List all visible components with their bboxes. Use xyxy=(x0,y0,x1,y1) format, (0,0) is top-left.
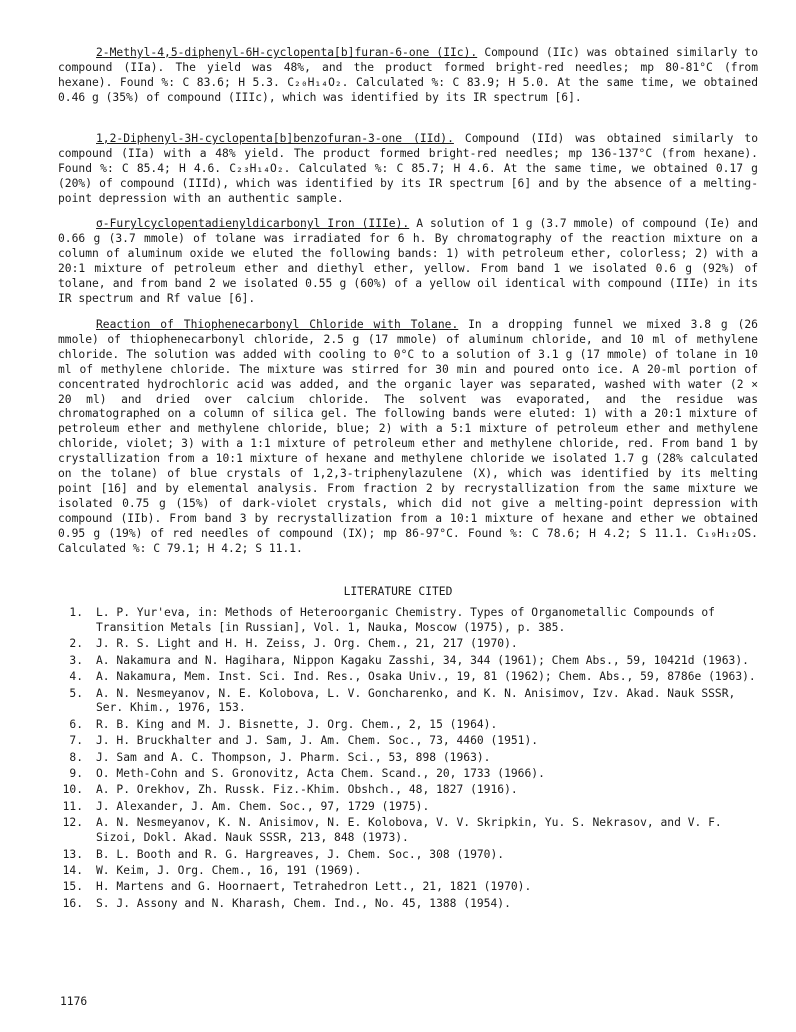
reference-item xyxy=(58,897,758,912)
reference-text: L. P. Yur'eva, in: Methods of Heteroorganic Chemistry. Types of Organometallic Compounds of Transition Metals [in Russian], Vol. 1, Nauka, Moscow (1975), p. 385. xyxy=(96,606,715,634)
reference-text: J. Sam and A. C. Thompson, J. Pharm. Sci., 53, 898 (1963). xyxy=(96,750,491,764)
paragraph-compound-iiie xyxy=(58,217,758,306)
reference-item xyxy=(58,718,758,733)
reference-item xyxy=(58,687,758,717)
paragraph-heading: σ-Furylcyclopentadienyldicarbonyl Iron (IIIe). xyxy=(96,217,410,230)
reference-number: 13. xyxy=(62,847,83,861)
reference-number: 2. xyxy=(69,637,83,651)
paragraph-body: A solution of 1 g (3.7 mmole) of compound (Ie) and 0.66 g (3.7 mmole) of tolane was irradiated for 6 h. By chromatography of the reaction mixture on a column of aluminum oxide we eluted the following bands: 1) with petroleum ether, colorless; 2) with a 20:1 mixture of petroleum ether and diethyl ether, yellow. From band 1 we isolated 0.6 g (92%) of tolane, and from band 2 we isolated 0.55 g (60%) of a yellow oil identical with compound (IIIe) in its IR spectrum and Rf value [6]. xyxy=(58,217,758,305)
reference-text: A. N. Nesmeyanov, N. E. Kolobova, L. V. Goncharenko, and K. N. Anisimov, Izv. Akad. Nauk SSSR, Ser. Khim., 1976, 153. xyxy=(96,686,736,715)
paragraph-body: Compound (IId) was obtained similarly to compound (IIa) with a 48% yield. The product formed bright-red needles; mp 136-137°C (from hexane). Found %: C 85.4; H 4.6. C₂₃H₁₄O₂. Calculated %: C 85.7; H 4.6. At the same time, we obtained 0.17 g (20%) of compound (IIId), which was identified by its IR spectrum [6] and by the absence of a melting-point depression with an authentic sample. xyxy=(58,132,759,205)
reference-number: 14. xyxy=(62,864,83,877)
reference-text: B. L. Booth and R. G. Hargreaves, J. Chem. Soc., 308 (1970). xyxy=(96,847,505,861)
reference-text: O. Meth-Cohn and S. Gronovitz, Acta Chem. Scand., 20, 1733 (1966). xyxy=(96,767,545,781)
reference-text: J. R. S. Light and H. H. Zeiss, J. Org. Chem., 21, 217 (1970). xyxy=(96,637,518,651)
paragraph-body: Compound (IIc) was obtained similarly to compound (IIa). The yield was 48%, and the product formed bright-red needles; mp 80-81°C (from hexane). Found %: C 83.6; H 5.3. C₂₀H₁₄O₂. Calculated %: C 83.9; H 5.0. At the same time, we obtained 0.46 g (35%) of compound (IIIc), which was identified by its IR spectrum [6]. xyxy=(58,46,758,104)
reference-text: H. Martens and G. Hoornaert, Tetrahedron Lett., 21, 1821 (1970). xyxy=(96,880,532,894)
reference-number: 16. xyxy=(62,896,83,910)
reference-item xyxy=(58,848,758,863)
reference-item xyxy=(58,606,758,636)
reference-item xyxy=(58,637,758,652)
paragraph-body: In a dropping funnel we mixed 3.8 g (26 mmole) of thiophenecarbonyl chloride, 2.5 g (17 mmole) of aluminum chloride, and 10 ml of methylene chloride. The solution was added with cooling to 0°C to a solution of 3.1 g (17 mmole) of tolane in 10 ml of methylene chloride. The mixture was stirred for 30 min and poured onto ice. A 20-ml portion of concentrated hydrochloric acid was added, and the organic layer was separated, washed with water (2 × 20 ml) and dried over calcium chloride. The solvent was evaporated, and the residue was chromatographed on a column of silica gel. The following bands were eluted: 1) with a 20:1 mixture of petroleum ether and methylene chloride, blue; 2) with a 5:1 mixture of petroleum ether and methylene chloride, violet; 3) with a 1:1 mixture of petroleum ether and methylene chloride, red. From band 1 by crystallization from a 10:1 mixture of hexane and methylene chloride we isolated 1.7 g (28% calculated on the tolane) of blue crystals of 1,2,3-triphenylazulene (X), which was identified by its melting point [16] and by elemental analysis. From fraction 2 by recrystallization from the same mixture we isolated 0.75 g (15%) of dark-violet crystals, which did not give a melting-point depression with compound (IIb). From band 3 by recrystallization from a 10:1 mixture of hexane and ether we obtained 0.95 g (19%) of red needles of compound (IX); mp 86-97°C. Found %: C 78.6; H 4.2; S 11.1. C₁₉H₁₂OS. Calculated %: C 79.1; H 4.2; S 11.1. xyxy=(58,318,758,555)
paragraph-compound-iid xyxy=(58,132,758,207)
reference-number: 8. xyxy=(69,750,83,764)
reference-item xyxy=(58,654,758,669)
reference-item xyxy=(58,800,758,815)
reference-text: R. B. King and M. J. Bisnette, J. Org. Chem., 2, 15 (1964). xyxy=(96,717,498,731)
paragraph-heading: 2-Methyl-4,5-diphenyl-6H-cyclopenta[b]furan-6-one (IIc). xyxy=(96,46,478,59)
reference-text: W. Keim, J. Org. Chem., 16, 191 (1969). xyxy=(96,864,362,877)
reference-number: 15. xyxy=(62,880,83,894)
paragraph-compound-iic xyxy=(58,46,758,106)
reference-text: A. Nakamura, Mem. Inst. Sci. Ind. Res., Osaka Univ., 19, 81 (1962); Chem. Abs., 59, 8786e (1963). xyxy=(96,670,756,684)
literature-cited-heading: LITERATURE CITED xyxy=(343,585,453,598)
reference-text: S. J. Assony and N. Kharash, Chem. Ind., No. 45, 1388 (1954). xyxy=(96,896,511,910)
reference-list xyxy=(58,606,758,913)
reference-item xyxy=(58,751,758,766)
reference-text: A. P. Orekhov, Zh. Russk. Fiz.-Khim. Obshch., 48, 1827 (1916). xyxy=(96,783,518,797)
reference-item xyxy=(58,816,758,846)
reference-item xyxy=(58,670,758,685)
reference-number: 11. xyxy=(62,799,83,813)
reference-number: 7. xyxy=(69,734,83,748)
paragraph-thiophene-reaction xyxy=(58,318,758,557)
reference-text: J. Alexander, J. Am. Chem. Soc., 97, 1729 (1975). xyxy=(96,799,430,813)
reference-item xyxy=(58,783,758,798)
reference-text: A. N. Nesmeyanov, K. N. Anisimov, N. E. Kolobova, V. V. Skripkin, Yu. S. Nekrasov, and V. F. Sizoi, Dokl. Akad. Nauk SSSR, 213, 848 (1973). xyxy=(96,816,722,845)
reference-item xyxy=(58,734,758,749)
reference-number: 1. xyxy=(69,606,83,619)
reference-item xyxy=(58,767,758,782)
paragraph-heading: Reaction of Thiophenecarbonyl Chloride with Tolane. xyxy=(96,318,459,331)
reference-text: A. Nakamura and N. Hagihara, Nippon Kagaku Zasshi, 34, 344 (1961); Chem Abs., 59, 10421d (1963). xyxy=(96,653,749,667)
reference-text: J. H. Bruckhalter and J. Sam, J. Am. Chem. Soc., 73, 4460 (1951). xyxy=(96,734,539,748)
reference-item xyxy=(58,864,758,879)
reference-item xyxy=(58,880,758,895)
reference-number: 9. xyxy=(69,767,83,781)
paragraph-heading: 1,2-Diphenyl-3H-cyclopenta[b]benzofuran-3-one (IId). xyxy=(96,132,454,145)
page-number: 1176 xyxy=(60,995,88,1008)
reference-number: 3. xyxy=(69,653,83,667)
reference-number: 4. xyxy=(69,670,83,684)
reference-number: 5. xyxy=(69,686,83,700)
reference-number: 12. xyxy=(62,816,83,830)
reference-number: 10. xyxy=(62,783,83,797)
reference-number: 6. xyxy=(69,717,83,731)
